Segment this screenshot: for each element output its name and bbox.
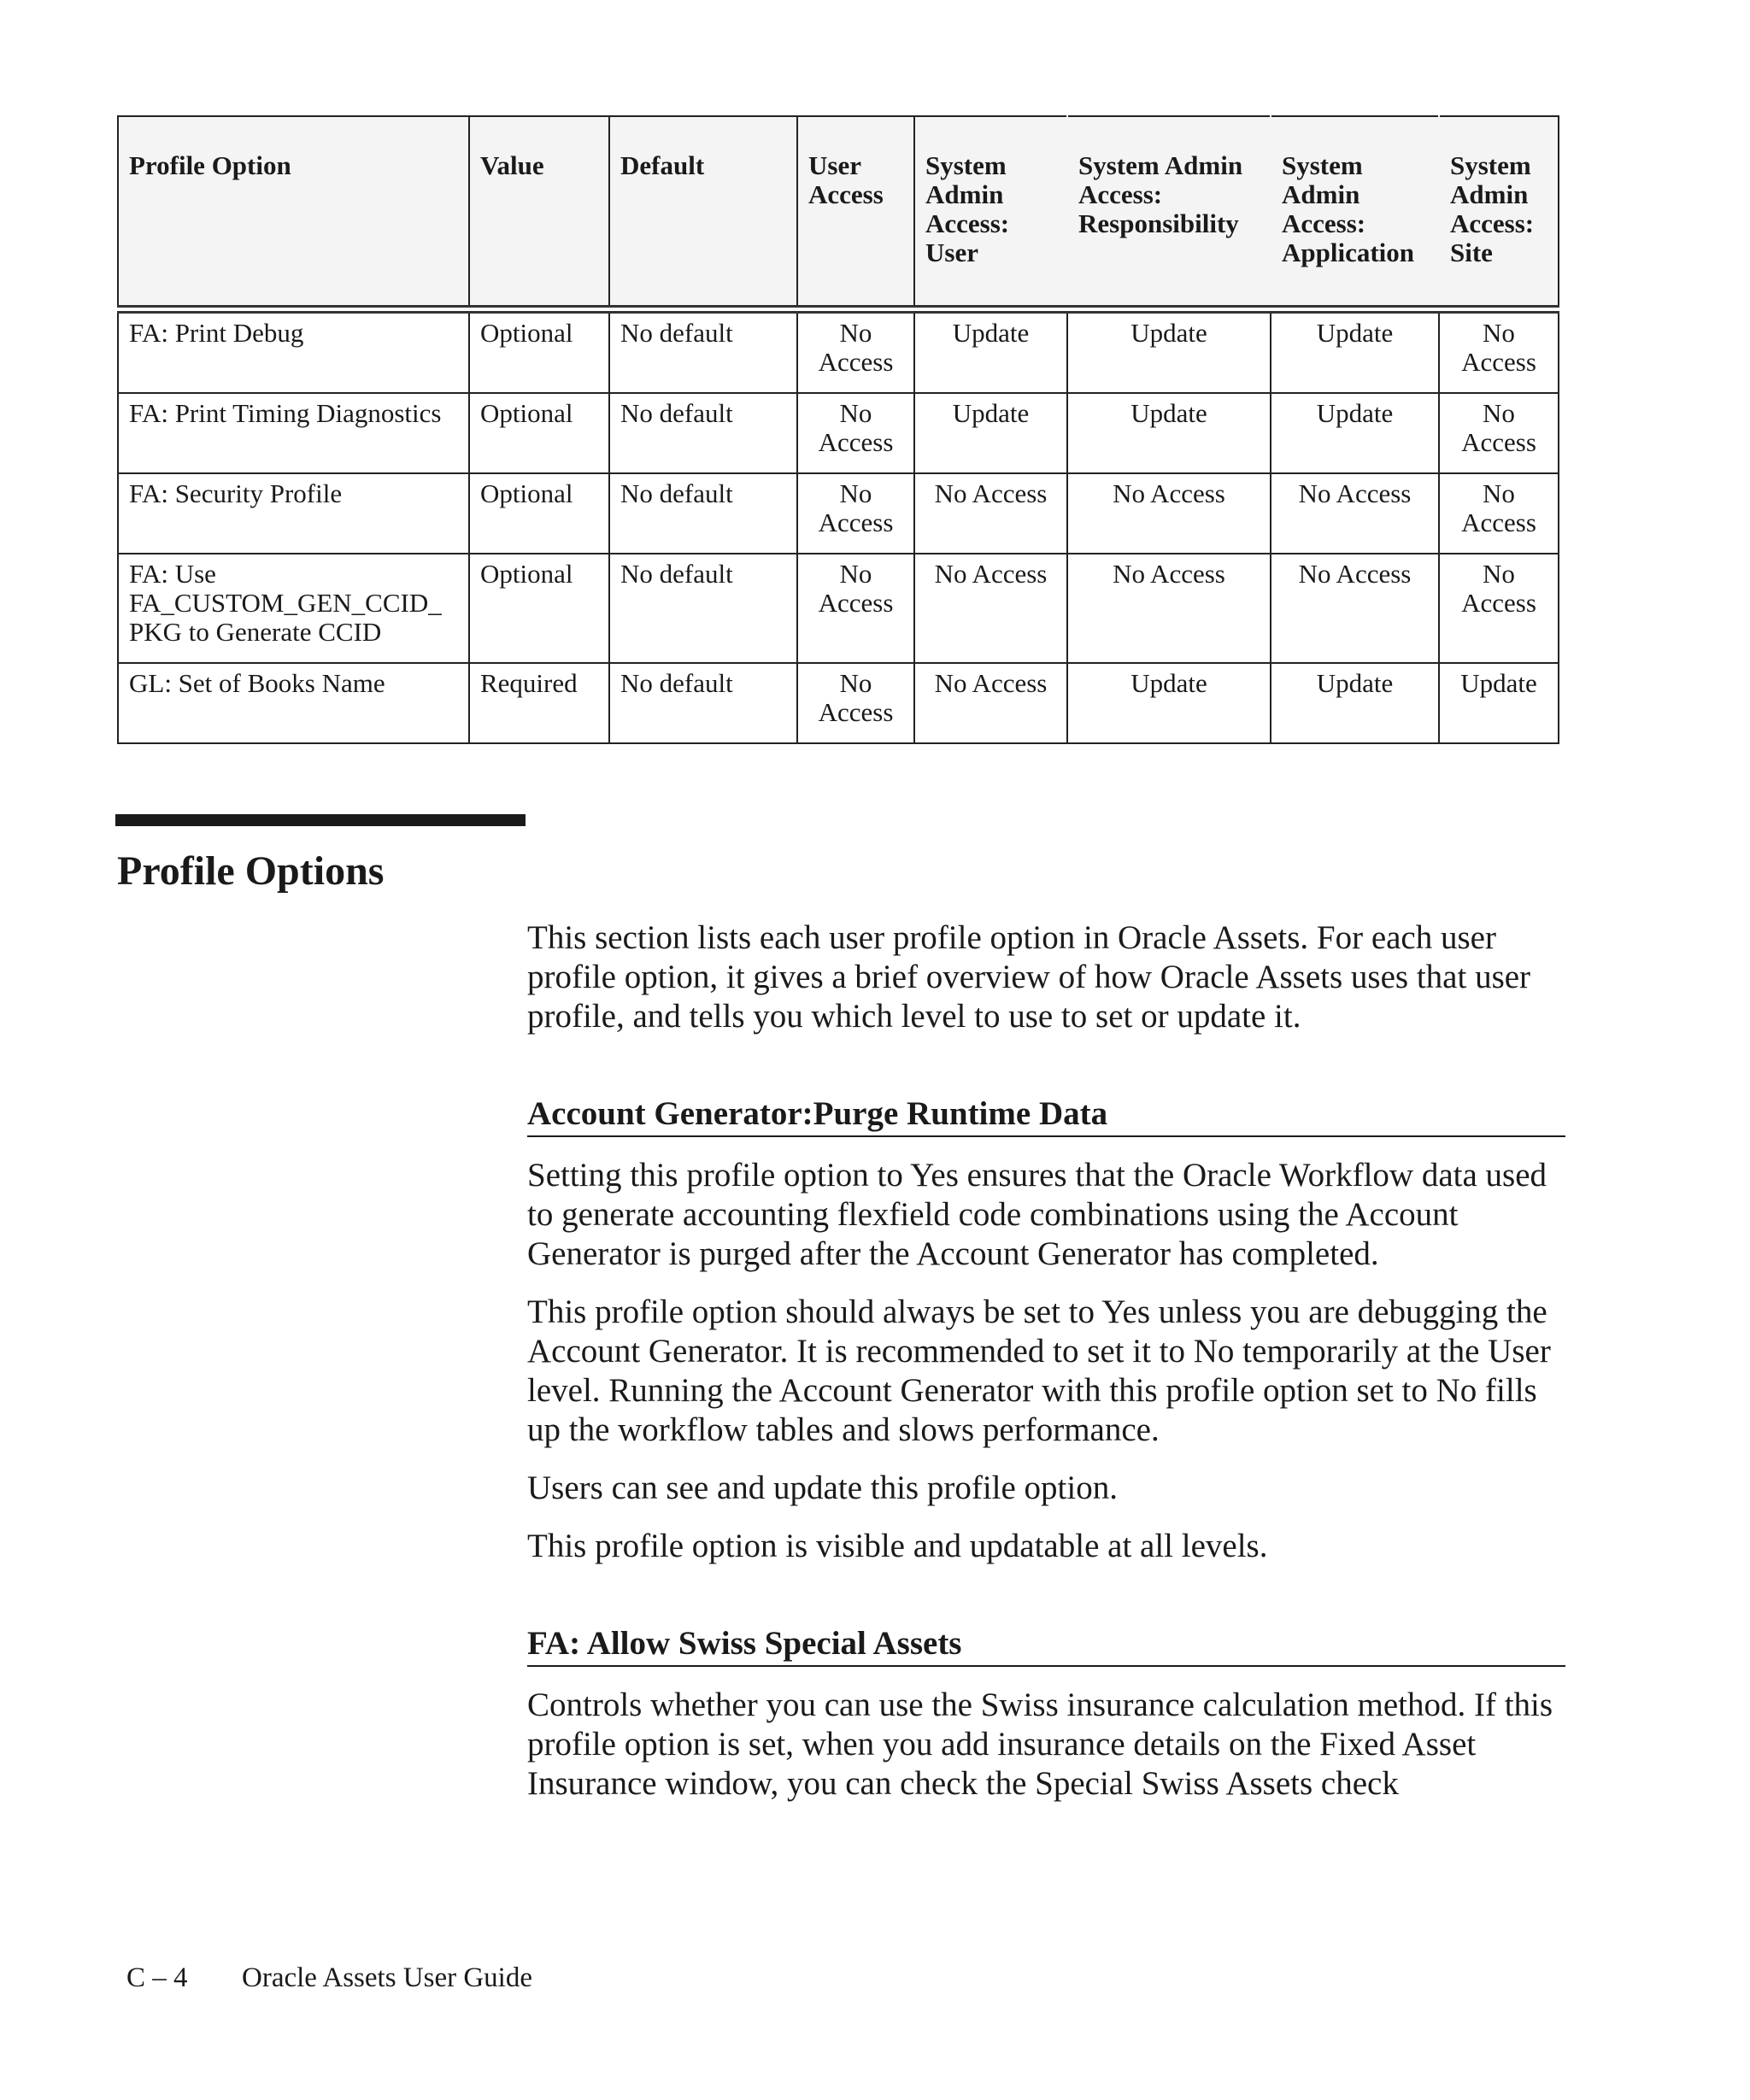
table-cell: No Access — [914, 554, 1067, 663]
table-cell: No default — [609, 309, 797, 393]
profile-options-table — [117, 115, 1559, 744]
table-cell: FA: Print Timing Diagnostics — [118, 393, 469, 473]
table-cell: No Access — [914, 473, 1067, 554]
table-row — [118, 473, 1559, 554]
paragraph: Setting this profile option to Yes ensures that the Oracle Workflow data used to generate accounting flexfield code combinations using the Account Generator is purged after the Account Generator has completed. — [527, 1157, 1547, 1272]
paragraph: Controls whether you can use the Swiss insurance calculation method. If this profile option is set, when you add insurance details on the Fixed Asset Insurance window, you can check the Special Swiss Assets check — [527, 1686, 1553, 1802]
table-cell: FA: Security Profile — [118, 473, 469, 554]
page-number: C – 4 — [126, 1962, 188, 1993]
table-cell: Optional — [469, 393, 609, 473]
table-cell: Required — [469, 663, 609, 743]
table-cell: No Access — [797, 554, 914, 663]
table-row — [118, 663, 1559, 743]
table-cell: Update — [1067, 663, 1271, 743]
table-cell: Update — [1271, 663, 1439, 743]
table-cell: Update — [1067, 393, 1271, 473]
column-header: System Admin Access: Application — [1271, 116, 1439, 309]
table-cell: No default — [609, 554, 797, 663]
section-title: Profile Options — [117, 848, 385, 894]
table-cell: No Access — [797, 663, 914, 743]
table-cell: No default — [609, 393, 797, 473]
paragraph: This profile option should always be set to Yes unless you are debugging the Account Generator. It is recommended to set it to No temporarily at the User level. Running the Account Generator with this profile option set to No fills up the workflow tables and slows performance. — [527, 1293, 1551, 1448]
table-row — [118, 554, 1559, 663]
table-cell: No Access — [797, 393, 914, 473]
table-cell: No Access — [1439, 473, 1559, 554]
table-cell: FA: Use FA_CUSTOM_GEN_CCID_ PKG to Generate CCID — [118, 554, 469, 663]
table-header-row — [118, 116, 1559, 309]
column-header: User Access — [797, 116, 914, 309]
table-cell: Update — [1271, 393, 1439, 473]
table-cell: No Access — [1271, 473, 1439, 554]
table-cell: Optional — [469, 554, 609, 663]
page-footer — [126, 1961, 532, 1995]
table-cell: No default — [609, 663, 797, 743]
subsection-heading: Account Generator:Purge Runtime Data — [527, 1094, 1565, 1137]
paragraph: This profile option is visible and updatable at all levels. — [527, 1528, 1268, 1564]
column-header: Default — [609, 116, 797, 309]
table-cell: Update — [1271, 309, 1439, 393]
column-header: Value — [469, 116, 609, 309]
column-header: System Admin Access: Responsibility — [1067, 116, 1271, 309]
table-row — [118, 393, 1559, 473]
section-intro: This section lists each user profile option in Oracle Assets. For each user profile option, it gives a brief overview of how Oracle Assets uses that user profile, and tells you which level to use to set or update it. — [527, 919, 1531, 1035]
table-cell: No Access — [1067, 473, 1271, 554]
table-cell: Optional — [469, 473, 609, 554]
table-cell: No Access — [914, 663, 1067, 743]
table-cell: No Access — [1067, 554, 1271, 663]
table-cell: GL: Set of Books Name — [118, 663, 469, 743]
book-title: Oracle Assets User Guide — [242, 1962, 532, 1993]
table-row — [118, 309, 1559, 393]
table-cell: No Access — [1439, 309, 1559, 393]
table-cell: Update — [1439, 663, 1559, 743]
table-cell: Update — [914, 393, 1067, 473]
table-cell: No Access — [797, 473, 914, 554]
column-header: Profile Option — [118, 116, 469, 309]
table-cell: No Access — [1271, 554, 1439, 663]
section-rule — [115, 814, 526, 826]
table-cell: Optional — [469, 309, 609, 393]
table-cell: Update — [1067, 309, 1271, 393]
column-header: System Admin Access: User — [914, 116, 1067, 309]
paragraph: Users can see and update this profile option. — [527, 1469, 1118, 1506]
table-cell: No Access — [1439, 554, 1559, 663]
table-cell: No default — [609, 473, 797, 554]
section-content — [527, 918, 1565, 1822]
subsection-heading: FA: Allow Swiss Special Assets — [527, 1624, 1565, 1667]
table-cell: No Access — [797, 309, 914, 393]
table-cell: No Access — [1439, 393, 1559, 473]
column-header: System Admin Access: Site — [1439, 116, 1559, 309]
table-cell: Update — [914, 309, 1067, 393]
table-cell: FA: Print Debug — [118, 309, 469, 393]
